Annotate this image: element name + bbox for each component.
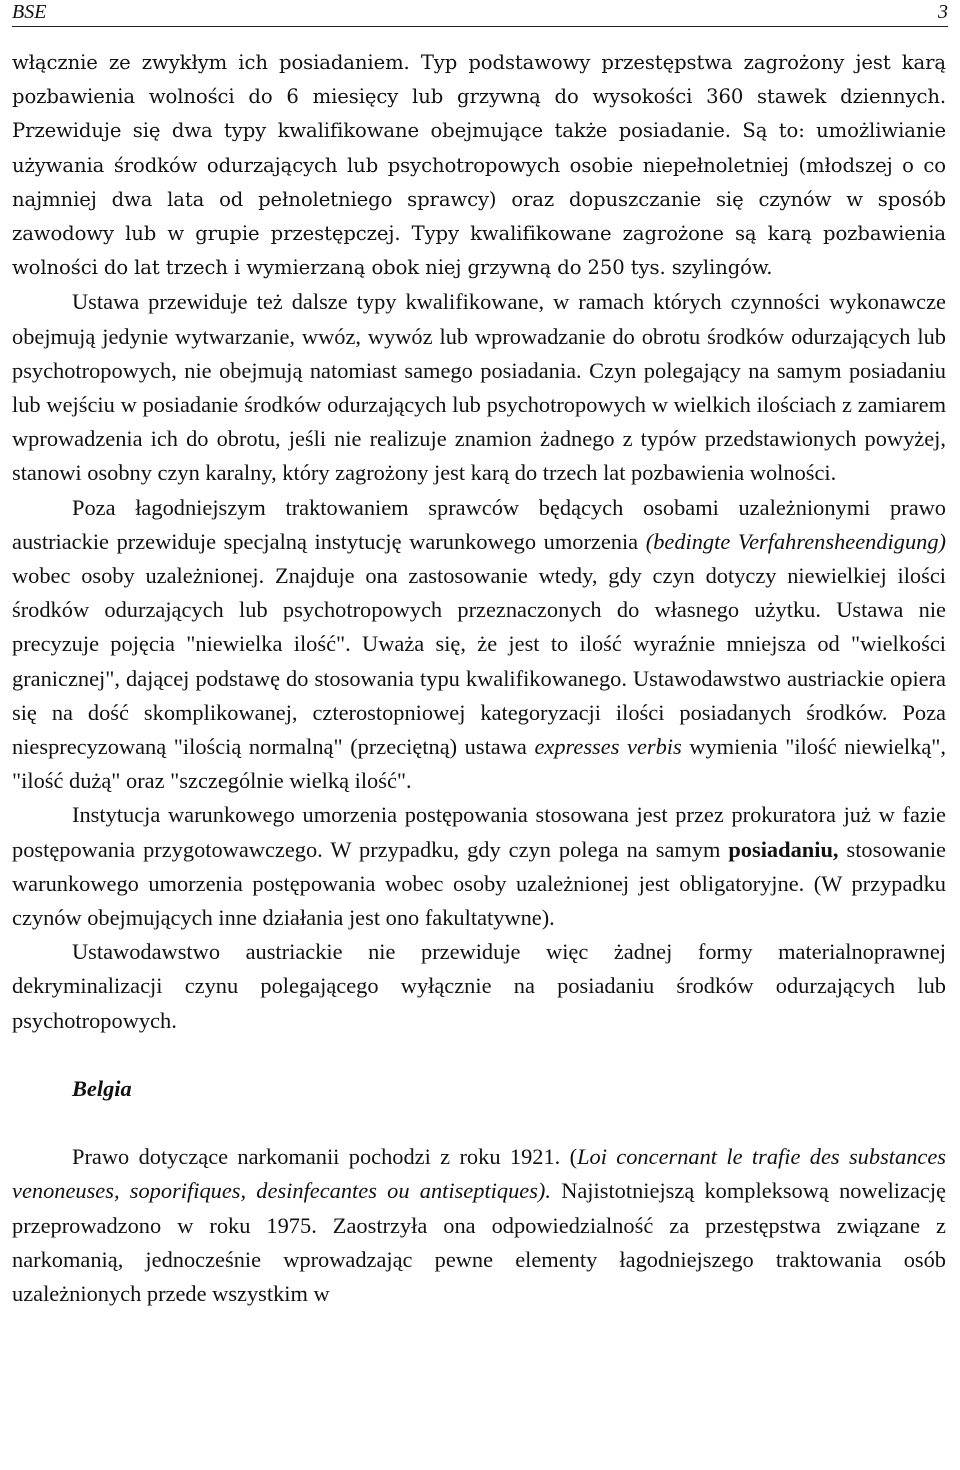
paragraph-3-text-c: wobec osoby uzależnionej. Znajduje ona zastosowanie wtedy, gdy czyn dotyczy niewielkiej ilości środków odurzających lub psychotropowych przeznaczonych do własnego użytku. Ustawa nie precyzuje pojęcia "niewielka ilość". Uważa się, że jest to ilość wyraźnie mniejsza od "wielkości granicznej", dającej podstawę do stosowania typu kwalifikowanego. Ustawodawstwo austriackie opiera się na dość skomplikowanej, czterostopniowej kategoryzacji ilości posiadanych środków. Poza niesprecyzowaną "ilością normalną" (przeciętną) ustawa [12,563,946,760]
paragraph-1: włącznie ze zwykłym ich posiadaniem. Typ podstawowy przestępstwa zagrożony jest karą pozbawienia wolności do 6 miesięcy lub grzywną do wysokości 360 stawek dziennych. Przewiduje się dwa typy kwalifikowane obejmujące także posiadanie. Są to: umożliwianie używania środków odurzających lub psychotropowych osobie niepełnoletniej (młodszej o co najmniej dwa lata od pełnoletniego sprawcy) oraz dopuszczanie się czynów w sposób zawodowy lub w grupie przestępczej. Typy kwalifikowane zagrożone są karą pozbawienia wolności do lat trzech i wymierzaną obok niej grzywną do 250 tys. szylingów. [12,51,946,280]
paragraph-4-text-c: stosowanie warunkowego umorzenia postępowania wobec osoby uzależnionej jest obligatoryjne. (W przypadku czynów obejmujących inne działania jest ono fakultatywne). [12,836,946,931]
page-header [12,0,948,27]
paragraph-3 [12,491,946,799]
paragraph-3-italic-phrase: expresses verbis [534,734,682,760]
paragraph-6-text-a: Prawo dotyczące narkomanii pochodzi z roku 1921. ( [72,1144,578,1170]
paragraph-2: Ustawa przewiduje też dalsze typy kwalifikowane, w ramach których czynności wykonawcze obejmują jedynie wytwarzanie, wwóz, wywóz lub wprowadzanie do obrotu środków odurzających lub psychotropowych, nie obejmują natomiast samego posiadania. Czyn polegający na samym posiadaniu lub wejściu w posiadanie środków odurzających lub psychotropowych w wielkich ilościach z zamiarem wprowadzenia ich do obrotu, jeśli nie realizuje znamion żadnego z typów przedstawionych powyżej, stanowi osobny czyn karalny, który zagrożony jest karą do trzech lat pozbawienia wolności. [12,289,946,486]
heading-spacer [12,1106,946,1140]
paragraph-3-text-e: wymienia "ilość niewielką", "ilość dużą" oraz "szczególnie wielką ilość". [12,734,946,794]
paragraph-5: Ustawodawstwo austriackie nie przewiduje więc żadnej formy materialnoprawnej dekryminalizacji czynu polegającego wyłącznie na posiadaniu środków odurzających lub psychotropowych. [12,939,946,1033]
header-title: BSE [12,1,47,23]
paragraph-4-text-a: Instytucja warunkowego umorzenia postępowania stosowana jest przez prokuratora już w fazie postępowania przygotowawczego. W przypadku, gdy czyn polega na samym [12,802,946,862]
paragraph-4-bold-term: posiadaniu, [728,836,839,862]
paragraph-4 [12,798,946,935]
page-number: 3 [938,1,948,23]
section-spacer [12,1038,946,1072]
paragraph-3-text-a: Poza łagodniejszym traktowaniem sprawców będących osobami uzależnionymi prawo austriackie przewiduje specjalną instytucję warunkowego umorzenia [12,494,946,554]
section-heading: Belgia [72,1075,132,1101]
paragraph-6 [12,1140,946,1311]
document-body [12,46,946,1311]
paragraph-6-italic-title: Loi concernant le trafie des substances venoneuses, soporifiques, desinfecantes ou antiseptiques). [12,1144,946,1204]
paragraph-3-italic-term: (bedingte Verfahrensheendigung) [645,528,946,554]
paragraph-6-text-c: Najistotniejszą kompleksową nowelizację przeprowadzono w roku 1975. Zaostrzyła ona odpowiedzialność za przestępstwa związane z narkomanią, jednocześnie wprowadzając pewne elementy łagodniejszego traktowania osób uzależnionych przede wszystkim w [12,1178,946,1306]
